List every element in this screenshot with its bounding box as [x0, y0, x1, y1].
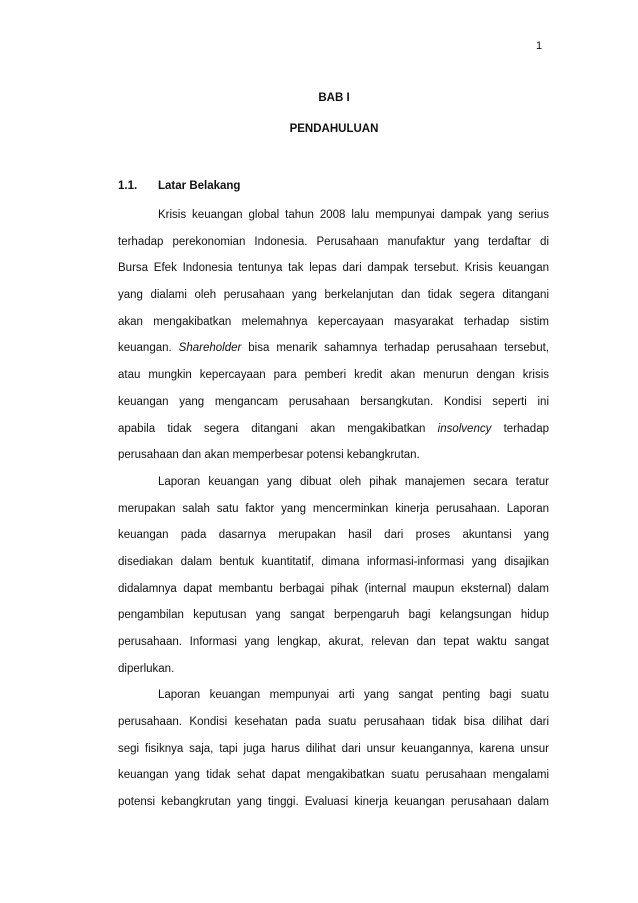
text-line: Bursa Efek Indonesia tentunya tak lepas dari dampak tersebut. Krisis keuangan [118, 262, 549, 275]
text-line: keuangan yang tidak sehat dapat mengakibatkan suatu perusahaan mengalami [118, 769, 549, 782]
text-segment: bisa menarik sahamnya terhadap perusahaan tersebut, [241, 342, 549, 355]
text-line: segi fisiknya saja, tapi juga harus dilihat dari unsur keuangannya, karena unsur [118, 742, 549, 755]
text-line: perusahaan dan akan memperbesar potensi kebangkrutan. [118, 449, 420, 462]
text-line [118, 416, 549, 443]
text-line: keuangan pada dasarnya merupakan hasil dari proses akuntansi yang [118, 529, 549, 542]
section-number: 1.1. [118, 180, 138, 192]
text-segment: keuangan. [118, 342, 179, 355]
text-line: Krisis keuangan global tahun 2008 lalu mempunyai dampak yang serius [158, 209, 549, 221]
chapter-title: PENDAHULUAN [289, 123, 379, 135]
text-line: keuangan yang mengancam perusahaan bersangkutan. Kondisi seperti ini [118, 395, 549, 408]
text-line: potensi kebangkrutan yang tinggi. Evaluasi kinerja keuangan perusahaan dalam [118, 796, 549, 809]
text-line: perusahaan. Informasi yang lengkap, akurat, relevan dan tepat waktu sangat [118, 636, 549, 648]
italic-term: insolvency [437, 422, 492, 435]
text-line: pengambilan keputusan yang sangat berpengaruh bagi kelangsungan hidup [118, 609, 549, 622]
text-line: Laporan keuangan yang dibuat oleh pihak manajemen secara teratur [158, 475, 549, 488]
body-text [118, 202, 549, 816]
text-segment: terhadap [491, 422, 549, 435]
text-line: atau mungkin kepercayaan para pemberi kredit akan menurun dengan krisis [118, 369, 549, 382]
text-line: disediakan dalam bentuk kuantitatif, dimana informasi-informasi yang disajikan [118, 555, 549, 568]
text-line: akan mengakibatkan melemahnya kepercayaan masyarakat terhadap sistim [118, 315, 549, 328]
text-line: merupakan salah satu faktor yang mencerminkan kinerja perusahaan. Laporan [118, 502, 549, 515]
text-line: yang dialami oleh perusahaan yang berkelanjutan dan tidak segera ditangani [118, 289, 549, 302]
text-line [118, 335, 549, 362]
text-line: perusahaan. Kondisi kesehatan pada suatu perusahaan tidak bisa dilihat dari [118, 716, 549, 729]
text-line: didalamnya dapat membantu berbagai pihak (internal maupun eksternal) dalam [118, 582, 549, 595]
text-line: terhadap perekonomian Indonesia. Perusahaan manufaktur yang terdaftar di [118, 235, 549, 248]
section-heading [118, 180, 240, 192]
page-number: 1 [536, 40, 543, 52]
chapter-heading: BAB I [318, 92, 350, 104]
section-title: Latar Belakang [158, 180, 241, 192]
italic-term: Shareholder [178, 342, 242, 355]
text-segment: apabila tidak segera ditangani akan mengakibatkan [118, 422, 438, 435]
text-line: diperlukan. [118, 662, 175, 675]
text-line: Laporan keuangan mempunyai arti yang sangat penting bagi suatu [158, 689, 549, 702]
